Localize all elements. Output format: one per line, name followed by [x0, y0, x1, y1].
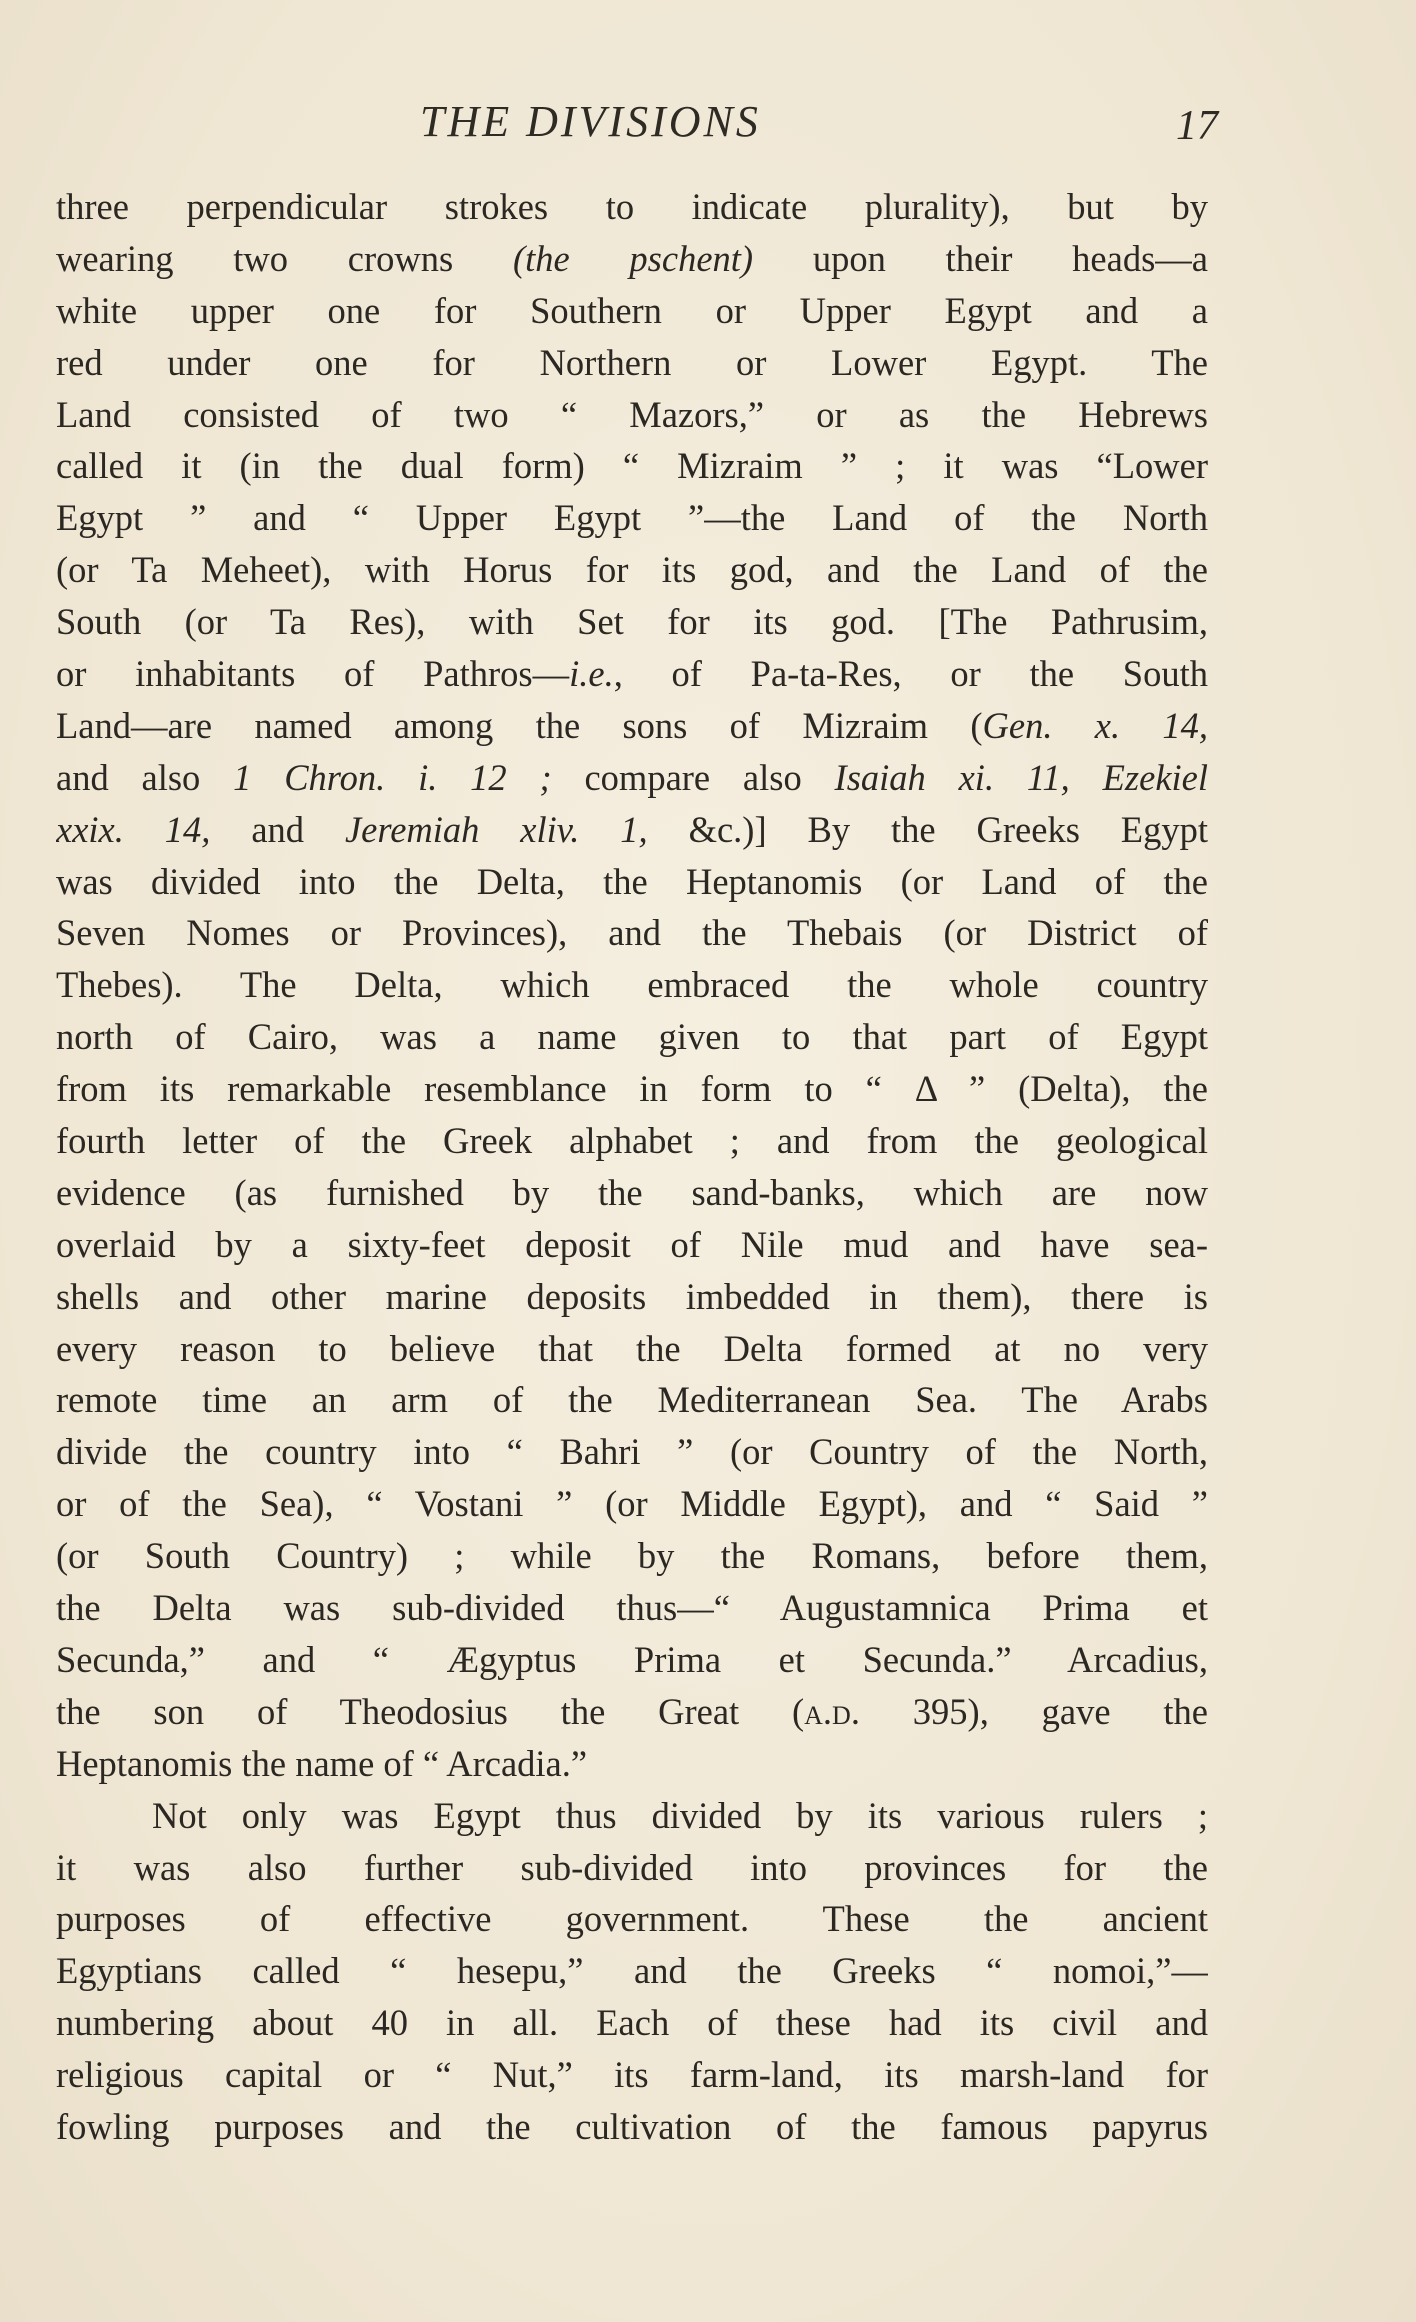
text-line	[56, 907, 1208, 959]
running-title: THE DIVISIONS	[420, 97, 761, 146]
text-line	[56, 337, 1208, 389]
text-segment: Egyptians called “ hesepu,” and the Greeks “ nomoi,”—	[56, 1950, 1208, 1992]
running-head	[0, 96, 1416, 156]
text-segment: evidence (as furnished by the sand-banks, which are now	[56, 1171, 1208, 1213]
text-line	[56, 1997, 1208, 2049]
text-line	[56, 959, 1208, 1011]
text-segment: red under one for Northern or Lower Egypt. The	[56, 341, 1208, 383]
text-segment: called it (in the dual form) “ Mizraim ” ; it was “Lower	[56, 445, 1208, 487]
text-line	[56, 1374, 1208, 1426]
text-line	[56, 1634, 1208, 1686]
text-line	[56, 389, 1208, 441]
body-text	[56, 181, 1208, 2153]
text-segment: three perpendicular strokes to indicate plurality), but by	[56, 186, 1208, 227]
text-line	[56, 1686, 1208, 1738]
text-segment: upon their heads—a	[753, 237, 1208, 279]
text-segment: shells and other marine deposits imbedded in them), there is	[56, 1275, 1208, 1317]
text-line	[56, 1167, 1208, 1219]
text-line	[56, 492, 1208, 544]
text-segment: Thebes). The Delta, which embraced the whole country	[56, 964, 1208, 1006]
text-segment: 395), gave the	[859, 1690, 1208, 1732]
text-segment: white upper one for Southern or Upper Egypt and a	[56, 289, 1208, 331]
text-segment: was divided into the Delta, the Heptanomis (or Land of the	[56, 860, 1208, 902]
text-segment: overlaid by a sixty-feet deposit of Nile mud and have sea-	[56, 1223, 1208, 1265]
text-segment: numbering about 40 in all. Each of these had its civil and	[56, 2002, 1208, 2044]
text-line	[56, 1063, 1208, 1115]
text-segment: Heptanomis the name of “ Arcadia.”	[56, 1742, 588, 1784]
text-segment: compare also	[551, 756, 835, 798]
text-line	[56, 181, 1208, 233]
text-segment: and also	[56, 756, 234, 798]
text-segment: from its remarkable resemblance in form to “ Δ ” (Delta), the	[56, 1068, 1208, 1110]
text-segment: , of Pa-ta-Res, or the South	[613, 653, 1208, 695]
text-segment: Seven Nomes or Provinces), and the Thebais (or District of	[56, 912, 1208, 954]
italic-segment: i.e.	[569, 653, 614, 695]
italic-segment: Jeremiah xliv. 1,	[344, 808, 648, 850]
text-line	[56, 1011, 1208, 1063]
text-segment: the Delta was sub-divided thus—“ Augustamnica Prima et	[56, 1587, 1208, 1629]
text-line	[56, 752, 1208, 804]
text-segment: Egypt ” and “ Upper Egypt ”—the Land of the North	[56, 497, 1208, 539]
text-line	[56, 1478, 1208, 1530]
italic-segment: Gen. x. 14,	[982, 704, 1208, 746]
text-line	[56, 2049, 1208, 2101]
text-segment: the son of Theodosius the Great (	[56, 1690, 805, 1732]
text-segment: Not only was Egypt thus divided by its various rulers ;	[152, 1794, 1208, 1836]
text-segment: every reason to believe that the Delta formed at no very	[56, 1327, 1208, 1369]
text-segment: remote time an arm of the Mediterranean Sea. The Arabs	[56, 1379, 1208, 1421]
text-line	[56, 856, 1208, 908]
text-line	[56, 285, 1208, 337]
text-line	[56, 1323, 1208, 1375]
text-segment: and	[210, 808, 345, 850]
text-segment: Secunda,” and “ Ægyptus Prima et Secunda.” Arcadius,	[56, 1638, 1208, 1680]
text-line	[56, 440, 1208, 492]
page-number: 17	[1176, 103, 1218, 149]
text-segment: it was also further sub-divided into provinces for the	[56, 1846, 1208, 1888]
text-line	[56, 1790, 1208, 1842]
text-segment: fowling purposes and the cultivation of the famous papyrus	[56, 2105, 1208, 2147]
text-line	[56, 700, 1208, 752]
italic-segment: 1 Chron. i. 12 ;	[233, 756, 552, 798]
italic-segment: (the pschent)	[512, 237, 754, 279]
text-segment: religious capital or “ Nut,” its farm-land, its marsh-land for	[56, 2054, 1208, 2096]
text-line	[56, 1271, 1208, 1323]
text-line	[56, 1945, 1208, 1997]
text-segment: fourth letter of the Greek alphabet ; and from the geological	[56, 1120, 1208, 1162]
text-line	[56, 544, 1208, 596]
italic-segment: xxix. 14,	[56, 808, 211, 850]
text-line	[56, 1426, 1208, 1478]
text-line	[56, 1582, 1208, 1634]
text-segment: (or South Country) ; while by the Romans, before them,	[56, 1535, 1208, 1577]
text-segment: wearing two crowns	[56, 237, 513, 279]
text-line	[56, 1738, 1208, 1790]
text-line	[56, 2101, 1208, 2153]
text-line	[56, 1115, 1208, 1167]
text-line	[56, 648, 1208, 700]
text-segment: &c.)] By the Greeks Egypt	[647, 808, 1208, 850]
text-segment: divide the country into “ Bahri ” (or Country of the North,	[56, 1431, 1208, 1473]
text-segment: purposes of effective government. These the ancient	[56, 1898, 1208, 1940]
text-line	[56, 804, 1208, 856]
smallcaps-segment: a.d.	[804, 1690, 860, 1732]
text-segment: Land consisted of two “ Mazors,” or as the Hebrews	[56, 393, 1208, 435]
text-line	[56, 1893, 1208, 1945]
text-line	[56, 596, 1208, 648]
text-line	[56, 1219, 1208, 1271]
text-line	[56, 1530, 1208, 1582]
text-segment: or of the Sea), “ Vostani ” (or Middle Egypt), and “ Said ”	[56, 1483, 1208, 1525]
text-segment: or inhabitants of Pathros—	[56, 653, 570, 695]
text-segment: South (or Ta Res), with Set for its god. [The Pathrusim,	[56, 601, 1208, 643]
text-segment: Land—are named among the sons of Mizraim (	[56, 704, 983, 746]
text-segment: (or Ta Meheet), with Horus for its god, and the Land of the	[56, 549, 1208, 591]
text-segment: north of Cairo, was a name given to that part of Egypt	[56, 1016, 1208, 1058]
text-line	[56, 1842, 1208, 1894]
italic-segment: Isaiah xi. 11, Ezekiel	[834, 756, 1208, 798]
text-line	[56, 233, 1208, 285]
